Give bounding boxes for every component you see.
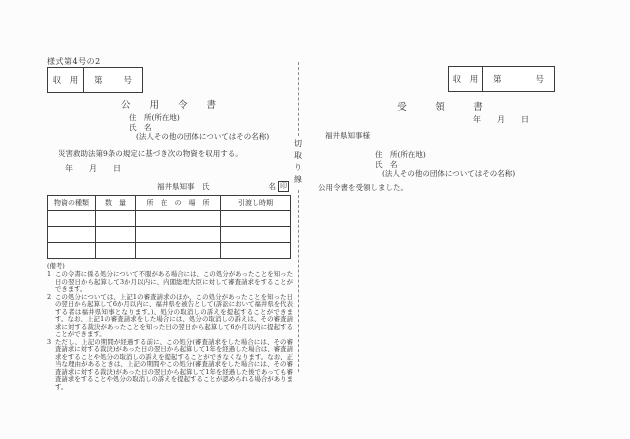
table-cell [48,227,96,243]
table-cell [221,211,291,227]
left-name-label: 氏 名 [129,122,152,132]
goods-table [47,195,291,259]
left-address-label: 住 所(所在地) [129,113,180,122]
receipt-title: 受 領 書 [397,102,483,113]
right-address-block [375,150,515,179]
right-address-label: 住 所(所在地) [375,150,426,159]
left-date-line: 年 月 日 [65,164,121,173]
remark-number: 3 [47,337,52,346]
right-name-label: 氏 名 [375,159,398,169]
right-corporation-note: (法人その他の団体についてはその名称) [382,169,516,178]
governor-name-label: 名 [268,182,276,191]
col-header-goods-type: 物資の種類 [48,196,96,211]
remark-number: 1 [47,270,52,278]
order-title: 公 用 令 書 [120,100,216,111]
table-row [48,211,291,227]
left-stamp-number-suffix: 号 [123,76,132,86]
left-stamp-number-prefix: 第 [94,76,103,86]
cut-line [292,62,304,372]
remark-number: 2 [47,292,52,301]
table-cell [48,243,96,259]
right-receipt-number-box [448,66,555,92]
governor-label: 福井県知事 氏 [157,182,210,191]
remark-item-3 [47,339,293,392]
table-cell [136,227,221,243]
receipt-section [318,66,562,226]
table-cell [96,211,136,227]
governor-name-seal [269,181,290,192]
left-receipt-number-box [47,67,143,93]
right-stamp-number-prefix: 第 [493,75,502,85]
requisition-order-section [47,57,293,391]
goods-table-header-row [48,196,291,211]
col-header-quantity: 数 量 [96,196,136,211]
right-stamp-number-suffix: 号 [535,75,544,85]
left-corporation-note: (法人その他の団体についてはその名称) [136,132,270,141]
table-cell [221,243,291,259]
form-number: 様式第4号の2 [47,57,101,66]
seal-mark: 印 [280,182,287,190]
col-header-location: 所 在 の 場 所 [136,196,221,211]
table-cell [136,211,221,227]
table-cell [48,211,96,227]
table-cell [96,227,136,243]
left-stamp-number-cell [84,68,142,92]
table-cell [221,227,291,243]
left-stamp-label: 収 用 [48,68,84,92]
right-stamp-number-cell [483,67,554,91]
remark-text: この令書に係る処分について不服がある場合には、この処分があったことを知った日の翌日から起算して3か月以内に、内閣総理大臣に対して審査請求をすることができます。 [55,270,293,293]
right-date-line: 年 月 日 [473,115,529,124]
cut-line-dash-top [298,62,299,136]
remark-item-1 [47,271,293,294]
remark-text: この処分については、上記1の審査請求のほか、この処分があったことを知った日の翌日から起算して6か月以内に、福井県を被告として(訴訟において福井県を代表する者は福井県知事となります。)、処分の取消しの訴えを提起することができます。なお、上記1の審査請求をした場合には、処分の取消しの訴えは、その審査請求に対する裁決があったことを知った日の翌日から起算して6か月以内に提起することができます。 [55,292,293,338]
receipt-addressee: 福井県知事様 [325,131,370,140]
col-header-delivery-time: 引渡し時期 [221,196,291,211]
receipt-body-text: 公用令書を受領しました。 [318,183,408,192]
right-stamp-label: 収 用 [449,67,483,91]
remarks-title: (備考) [47,262,65,270]
remarks-block [47,263,293,391]
remark-text: ただし、上記の期間が経過する前に、この処分(審査請求をした場合には、その審査請求に対する裁決)があった日の翌日から起算して1年を経過した場合は、審査請求をすることや処分の取消しの訴えを提起することができなくなります。なお、正当な理由があるときは、上記の期間やこの処分(審査請求をした場合には、その審査請求に対する裁決)があった日の翌日から起算して1年を経過した後であっても審査請求をすることや処分の取消しの訴えを提起することが認められる場合があります。 [55,337,293,391]
cut-line-dash-bottom [298,190,299,372]
order-body-text: 災害救助法第9条の規定に基づき次の物資を収用する。 [58,149,243,158]
remark-item-2 [47,294,293,339]
governor-signature-row [157,181,289,192]
left-address-block [129,113,269,142]
table-row [48,243,291,259]
table-row [48,227,291,243]
table-cell [136,243,221,259]
table-cell [96,243,136,259]
cut-line-label: 切取り線 [293,139,303,187]
